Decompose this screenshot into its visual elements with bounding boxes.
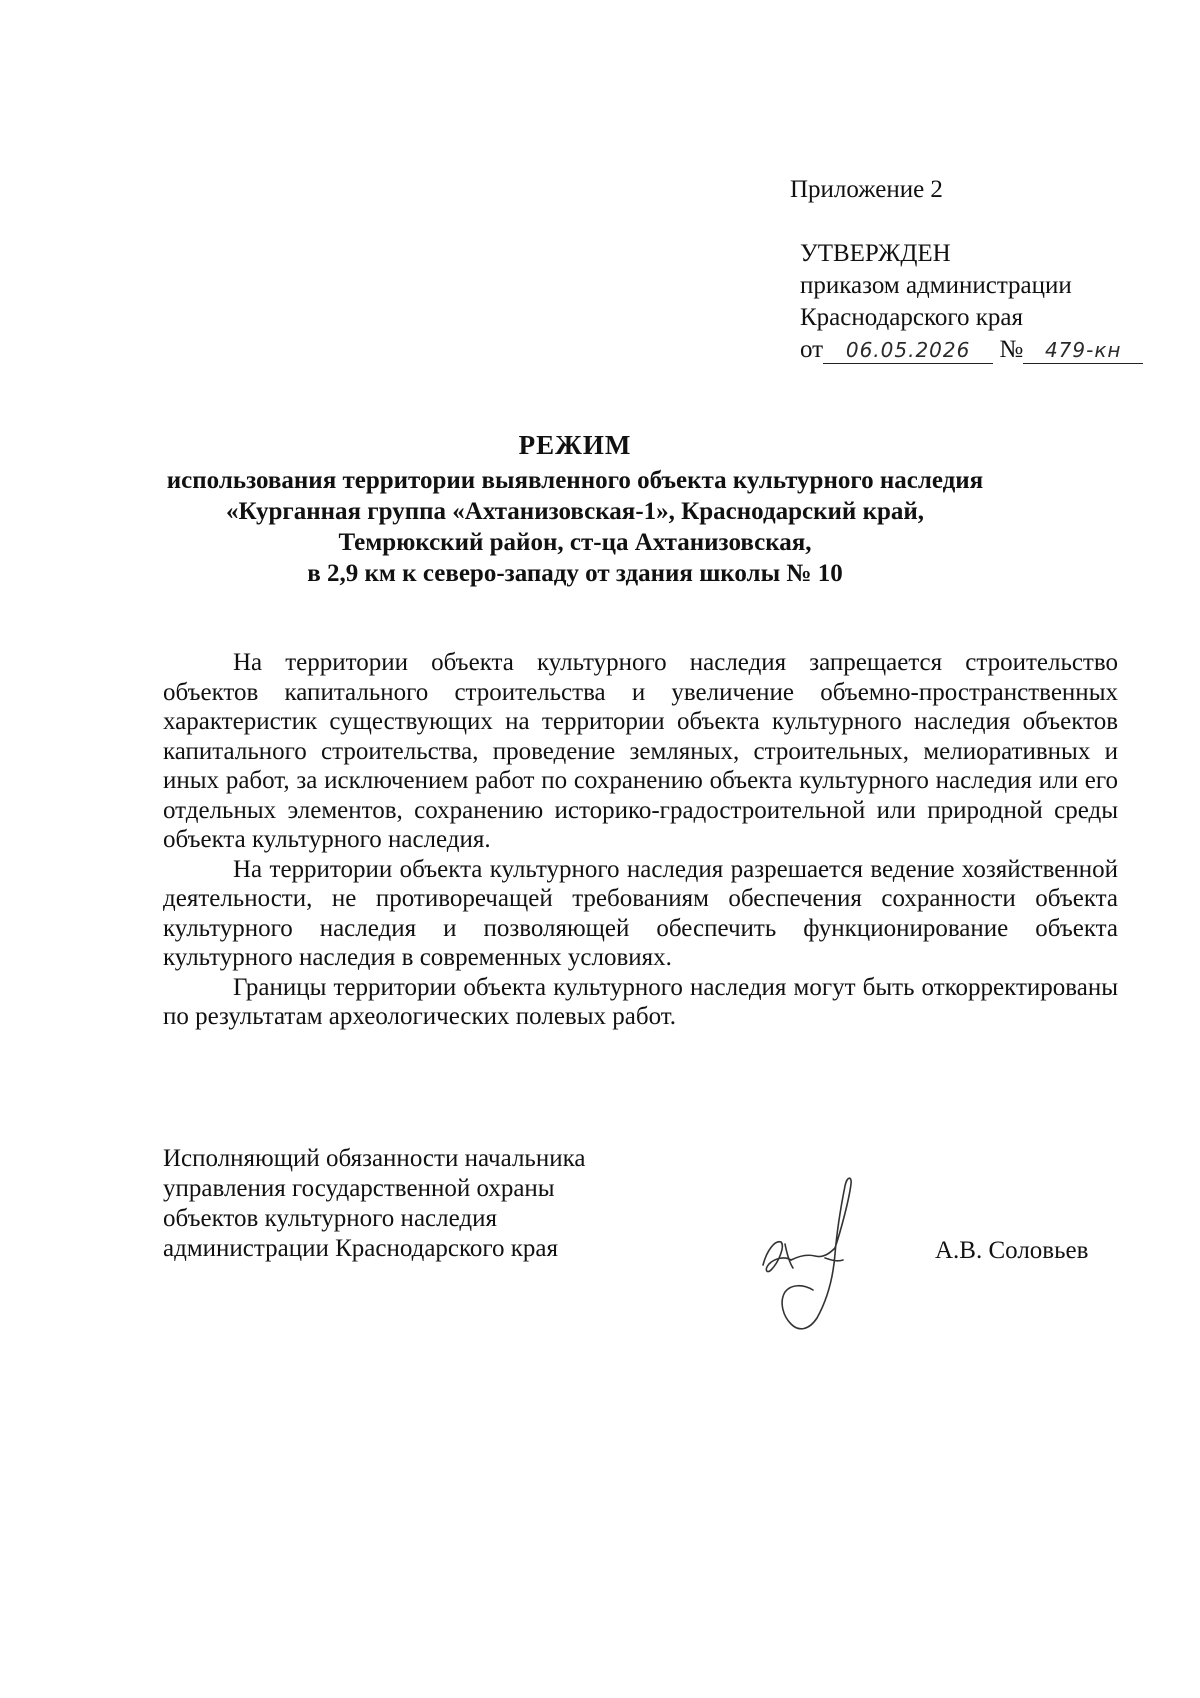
body-paragraph-prohibitions: На территории объекта культурного наследия запрещается строительство объектов капитального строительства и увеличение объемно-пространственных характеристик существующих на территории объекта культурного наследия объектов капитального строительства, проведение земляных, строительных, мелиоративных и иных работ, за исключением работ по сохранению объекта культурного наследия или его отдельных элементов, сохранению историко-градостроительной или природной среды объекта культурного наследия. (163, 649, 1118, 853)
signer-position-line-3: объектов культурного наследия (163, 1205, 497, 1232)
signer-position-line-2: управления государственной охраны (163, 1175, 555, 1202)
ref-number-handwritten: 479-кн (1044, 338, 1122, 362)
document-subtitle-line-2: «Курганная группа «Ахтанизовская-1», Краснодарский край, (225, 498, 925, 525)
body-paragraph-permissions: На территории объекта культурного наследия разрешается ведение хозяйственной деятельности, не противоречащей требованиям обеспечения сохранности объекта культурного наследия и позволяющей обеспечить функционирование объекта культурного наследия в современных условиях. (163, 855, 1118, 971)
approval-issuer-line: приказом администрации (800, 272, 1072, 299)
ref-prefix: от (800, 336, 824, 363)
approval-region-line: Краснодарского края (800, 304, 1023, 331)
approval-block (800, 238, 1140, 370)
body-paragraph-boundaries: Границы территории объекта культурного наследия могут быть откорректированы по результатам археологических полевых работ. (163, 973, 1118, 1030)
signer-position-line-1: Исполняющий обязанности начальника (163, 1145, 586, 1172)
document-subtitle-line-4: в 2,9 км к северо-западу от здания школы № 10 (307, 560, 843, 587)
appendix-label: Приложение 2 (790, 176, 943, 203)
approval-title: УТВЕРЖДЕН (800, 240, 951, 267)
document-subtitle-line-3: Темрюкский район, ст-ца Ахтанизовская, (338, 529, 812, 556)
ref-number-field (1023, 337, 1143, 364)
approval-reference (800, 334, 1140, 370)
ref-number-sign: № (999, 336, 1024, 363)
signer-position-line-4: администрации Краснодарского края (163, 1235, 559, 1262)
document-title: РЕЖИМ (518, 430, 632, 460)
document-title-block (140, 430, 1010, 589)
ref-date-field (823, 337, 993, 364)
document-body (163, 648, 1118, 1032)
signer-position-block (163, 1144, 723, 1264)
ref-date-handwritten: 06.05.2026 (845, 338, 971, 362)
handwritten-signature (755, 1170, 895, 1340)
document-subtitle-line-1: использования территории выявленного объекта культурного наследия (166, 467, 984, 494)
signer-name: А.В. Соловьев (935, 1237, 1089, 1264)
